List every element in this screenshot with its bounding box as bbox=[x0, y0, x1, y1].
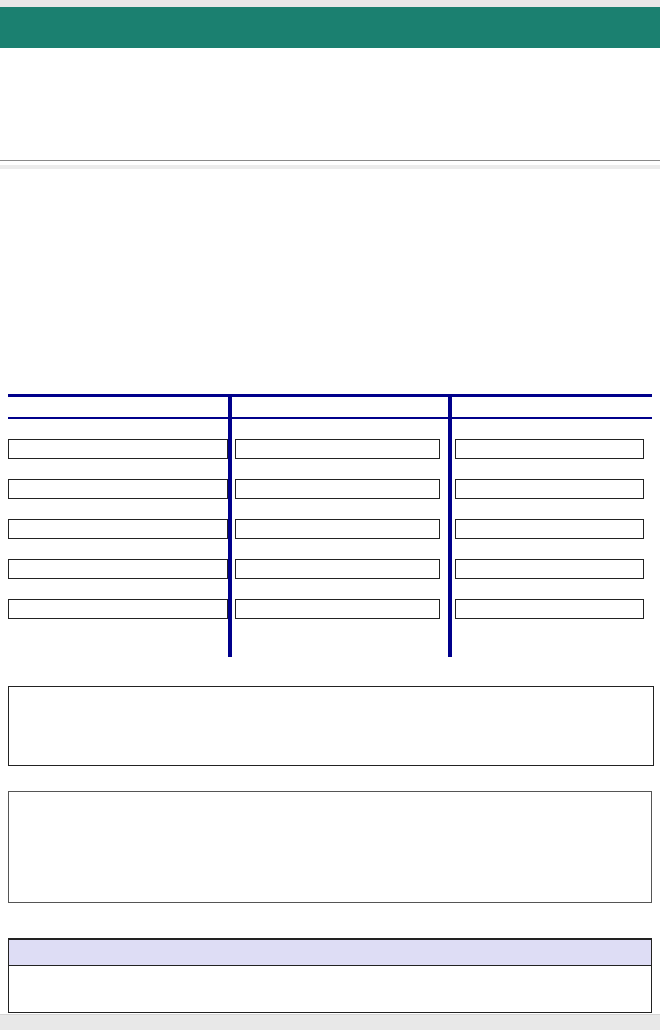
result-row bbox=[235, 519, 440, 539]
results-group-column bbox=[452, 419, 652, 639]
result-row bbox=[235, 559, 440, 579]
result-row bbox=[235, 479, 440, 499]
info-row bbox=[25, 141, 235, 162]
info-row bbox=[235, 99, 400, 120]
result-row bbox=[8, 459, 228, 479]
result-row bbox=[232, 499, 448, 519]
result-row bbox=[452, 499, 652, 519]
info-row bbox=[235, 120, 400, 141]
result-row bbox=[452, 459, 652, 479]
table-group-divider bbox=[228, 394, 232, 657]
gel-image-box bbox=[8, 686, 654, 766]
info-row bbox=[235, 57, 400, 78]
history-table-empty-row bbox=[9, 966, 651, 1012]
result-row bbox=[8, 419, 228, 439]
summary-row bbox=[8, 236, 652, 266]
patient-summary bbox=[8, 206, 652, 326]
info-column-left bbox=[25, 57, 235, 162]
result-row bbox=[452, 539, 652, 559]
summary-row bbox=[8, 296, 652, 326]
result-row bbox=[8, 479, 228, 499]
results-table bbox=[8, 394, 652, 657]
header-divider-band bbox=[0, 165, 660, 169]
result-row bbox=[8, 599, 228, 619]
results-group-header bbox=[452, 397, 652, 417]
results-table-header-row bbox=[8, 394, 652, 419]
info-row bbox=[25, 78, 235, 99]
history-table-header-row bbox=[9, 940, 651, 966]
info-row bbox=[398, 141, 653, 162]
result-row bbox=[232, 579, 448, 599]
result-row bbox=[232, 619, 448, 639]
result-row bbox=[8, 579, 228, 599]
result-row bbox=[235, 439, 440, 459]
summary-row bbox=[8, 206, 652, 236]
result-row bbox=[8, 519, 228, 539]
info-column-right bbox=[398, 57, 653, 162]
result-row bbox=[8, 439, 228, 459]
result-row bbox=[232, 419, 448, 439]
comment-box bbox=[8, 791, 652, 903]
summary-row bbox=[8, 266, 652, 296]
result-row bbox=[455, 479, 644, 499]
result-row bbox=[455, 559, 644, 579]
result-row bbox=[452, 419, 652, 439]
report-title-banner bbox=[0, 7, 660, 48]
table-group-divider bbox=[448, 394, 452, 657]
results-group-column bbox=[232, 419, 448, 639]
history-table bbox=[8, 938, 652, 1013]
info-row bbox=[398, 57, 653, 78]
result-row bbox=[452, 579, 652, 599]
gel-panel bbox=[9, 687, 653, 765]
results-table-body bbox=[8, 419, 652, 639]
result-row bbox=[455, 519, 644, 539]
result-row bbox=[455, 599, 644, 619]
info-row bbox=[235, 78, 400, 99]
info-row bbox=[398, 99, 653, 120]
result-row bbox=[8, 619, 228, 639]
result-row bbox=[8, 499, 228, 519]
result-row bbox=[452, 619, 652, 639]
info-row bbox=[25, 120, 235, 141]
info-row bbox=[25, 99, 235, 120]
result-row bbox=[232, 539, 448, 559]
result-row bbox=[235, 599, 440, 619]
header-divider-line bbox=[0, 160, 660, 161]
bottom-strip bbox=[0, 1014, 660, 1030]
results-group-header bbox=[8, 397, 228, 417]
info-row bbox=[398, 120, 653, 141]
info-row bbox=[398, 78, 653, 99]
result-row bbox=[455, 439, 644, 459]
result-row bbox=[232, 459, 448, 479]
info-column-middle bbox=[235, 57, 400, 141]
results-group-header bbox=[232, 397, 448, 417]
result-row bbox=[8, 559, 228, 579]
info-row bbox=[25, 57, 235, 78]
results-group-column bbox=[8, 419, 228, 639]
result-row bbox=[8, 539, 228, 559]
